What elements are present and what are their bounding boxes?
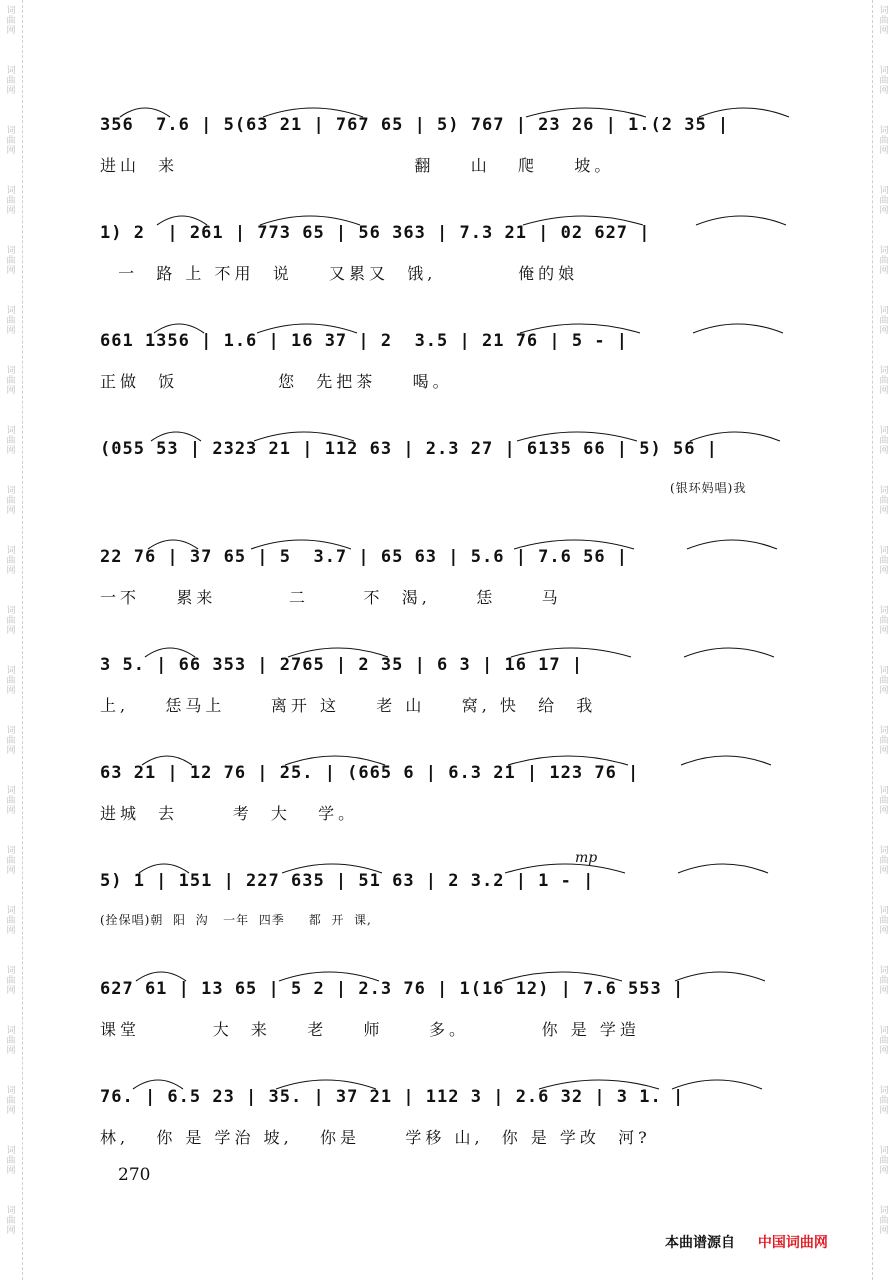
watermark-text: 词曲网: [879, 846, 889, 876]
footer-site-link[interactable]: 中国词曲网: [757, 1235, 828, 1251]
lyric-text: 林, 你 是 学治 坡, 你是 学移 山, 你 是 学改 河?: [100, 1128, 651, 1147]
watermark-text: 词曲网: [6, 906, 16, 936]
watermark-text: 词曲网: [879, 366, 889, 396]
footer-source: [665, 1232, 828, 1252]
watermark-text: 词曲网: [6, 366, 16, 396]
lyric-text: 进城 去 考 大 学。: [100, 804, 359, 823]
watermark-text: 词曲网: [6, 306, 16, 336]
score-row: [100, 1067, 820, 1175]
singer-annotation: (拴保唱)朝 阳 沟 一年 四季 都 开 课,: [100, 913, 372, 927]
watermark-text: 词曲网: [879, 6, 889, 36]
footer-label: 本曲谱源自: [665, 1235, 735, 1251]
watermark-text: 词曲网: [879, 186, 889, 216]
lyric-line: [100, 477, 820, 496]
lyric-text: 课堂 大 来 老 师 多。 你 是 学造: [100, 1020, 640, 1039]
watermark-text: 词曲网: [6, 966, 16, 996]
watermark-text: 词曲网: [879, 1206, 889, 1236]
note-line: (055 53 | 2323 21 | 112 63 | 2.3 27 | 6135 66 | 5) 56 |: [100, 439, 718, 459]
watermark-text: 词曲网: [879, 606, 889, 636]
watermark-text: 词曲网: [6, 546, 16, 576]
watermark-text: 词曲网: [879, 246, 889, 276]
watermark-text: 词曲网: [879, 426, 889, 456]
note-line: 76. | 6.5 23 | 35. | 37 21 | 112 3 | 2.6 32 | 3 1. |: [100, 1087, 685, 1107]
lyric-line: [100, 1125, 820, 1148]
watermark-text: 词曲网: [6, 606, 16, 636]
lyric-text: 进山 来 翻 山 爬 坡。: [100, 156, 615, 175]
watermark-text: 词曲网: [879, 666, 889, 696]
page-number: 270: [118, 1165, 151, 1185]
watermark-text: 词曲网: [879, 126, 889, 156]
watermark-text: 词曲网: [6, 186, 16, 216]
lyric-line: [100, 261, 820, 284]
watermark-text: 词曲网: [6, 786, 16, 816]
watermark-text: 词曲网: [6, 66, 16, 96]
lyric-text: 正做 饭 您 先把茶 喝。: [100, 372, 453, 391]
lyric-line: [100, 693, 820, 716]
note-line: 22 76 | 37 65 | 5 3.7 | 65 63 | 5.6 | 7.6 56 |: [100, 547, 629, 567]
score-row: [100, 95, 820, 203]
watermark-text: 词曲网: [879, 966, 889, 996]
watermark-text: 词曲网: [879, 1086, 889, 1116]
score-row: [100, 203, 820, 311]
watermark-text: 词曲网: [879, 66, 889, 96]
watermark-text: 词曲网: [6, 126, 16, 156]
score-row: [100, 311, 820, 419]
watermark-text: 词曲网: [879, 1146, 889, 1176]
note-line: 627 61 | 13 65 | 5 2 | 2.3 76 | 1(16 12) | 7.6 553 |: [100, 979, 685, 999]
singer-annotation: (银环妈唱)我: [670, 481, 747, 495]
lyric-line: [100, 369, 820, 392]
watermark-text: 词曲网: [6, 726, 16, 756]
note-line: 661 1356 | 1.6 | 16 37 | 2 3.5 | 21 76 | 5 - |: [100, 331, 629, 351]
score-rows: [100, 95, 820, 1175]
lyric-line: [100, 585, 820, 608]
watermark-text: 词曲网: [6, 846, 16, 876]
watermark-text: 词曲网: [879, 726, 889, 756]
lyric-line: [100, 153, 820, 176]
note-line: 3 5. | 66 353 | 2765 | 2 35 | 6 3 | 16 17 |: [100, 655, 584, 675]
watermark-text: 词曲网: [6, 1086, 16, 1116]
watermark-text: 词曲网: [6, 1206, 16, 1236]
watermark-text: 词曲网: [6, 1026, 16, 1056]
watermark-text: 词曲网: [879, 486, 889, 516]
watermark-text: 词曲网: [6, 486, 16, 516]
watermark-text: 词曲网: [879, 906, 889, 936]
score-row: [100, 959, 820, 1067]
watermark-text: 词曲网: [6, 666, 16, 696]
dynamic-mark: mp: [575, 850, 598, 866]
lyric-text: 上, 恁马上 离开 这 老 山 窝, 快 给 我: [100, 696, 597, 715]
lyric-text: 一 路 上 不用 说 又累又 饿, 俺的娘: [100, 264, 579, 283]
watermark-text: 词曲网: [879, 546, 889, 576]
lyric-text: 一不 累来 二 不 渴, 恁 马: [100, 588, 562, 607]
note-line: 63 21 | 12 76 | 25. | (665 6 | 6.3 21 | 123 76 |: [100, 763, 640, 783]
score-row: [100, 743, 820, 851]
watermark-text: 词曲网: [879, 786, 889, 816]
watermark-text: 词曲网: [6, 246, 16, 276]
watermark-text: 词曲网: [879, 1026, 889, 1056]
score-row: [100, 419, 820, 527]
watermark-text: 词曲网: [6, 426, 16, 456]
lyric-line: [100, 909, 820, 928]
watermark-text: 词曲网: [6, 1146, 16, 1176]
score-row: [100, 851, 820, 959]
watermark-text: 词曲网: [879, 306, 889, 336]
score: [100, 95, 820, 1175]
lyric-line: [100, 801, 820, 824]
score-row: [100, 635, 820, 743]
note-line: 356 7.6 | 5(63 21 | 767 65 | 5) 767 | 23 26 | 1.(2 35 |: [100, 115, 730, 135]
lyric-line: [100, 1017, 820, 1040]
note-line: 1) 2 | 261 | 773 65 | 56 363 | 7.3 21 | 02 627 |: [100, 223, 651, 243]
watermark-text: 词曲网: [6, 6, 16, 36]
note-line: 5) 1 | 151 | 227 635 | 51 63 | 2 3.2 | 1 - |: [100, 871, 595, 891]
score-row: [100, 527, 820, 635]
